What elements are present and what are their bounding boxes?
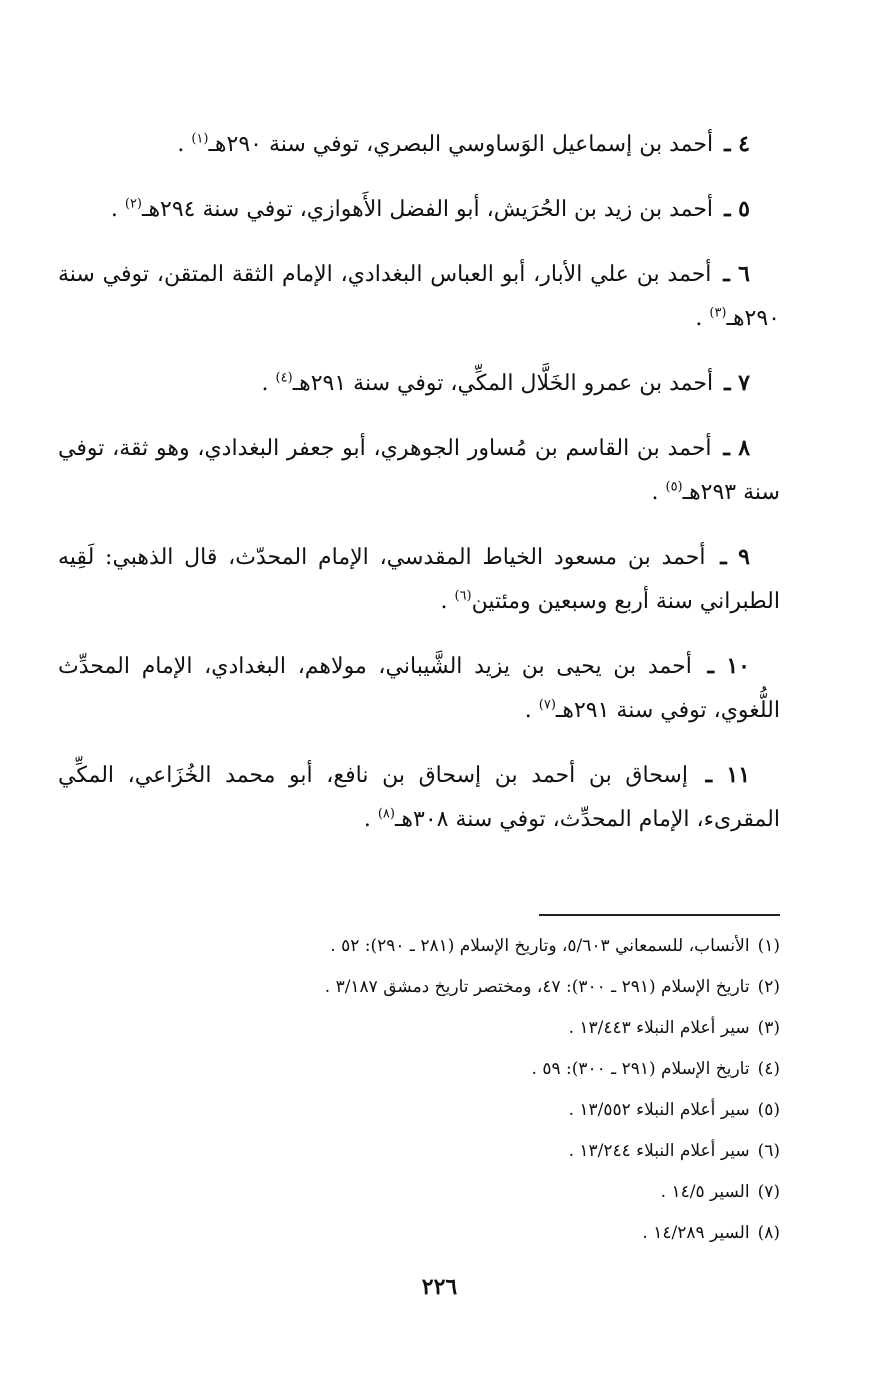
entry-body (262, 371, 780, 396)
footnote-text: السير ١٤/٥ . (660, 1182, 750, 1202)
entry-5 (58, 187, 780, 232)
footnote-text: سير أعلام النبلاء ١٣/٤٤٣ . (568, 1018, 750, 1038)
entry-number: ١٠ ـ (707, 653, 750, 679)
entry-text: إسحاق بن أحمد بن إسحاق بن نافع، أبو محمد الخُزَاعي، المكِّي المقرىء، الإمام المحدِّث، توفي سنة ٣٠٨هـ (58, 763, 780, 832)
footnote-ref[interactable]: (١) (191, 131, 209, 147)
footnotes (140, 926, 780, 1254)
entry-9 (58, 535, 780, 624)
entry-body (58, 436, 780, 505)
footnote-ref[interactable]: (٦) (454, 588, 472, 604)
footnote-text: تاريخ الإسلام (٢٩١ ـ ٣٠٠): ٥٩ . (531, 1059, 750, 1079)
biography-entries (58, 122, 780, 862)
entry-body (111, 197, 780, 222)
footnote-7 (140, 1172, 780, 1213)
footnote-1 (140, 926, 780, 967)
footnote-8 (140, 1213, 780, 1254)
footnote-text: السير ١٤/٢٨٩ . (642, 1223, 750, 1243)
footnote-ref[interactable]: (٥) (665, 479, 683, 495)
footnote-3 (140, 1008, 780, 1049)
entry-end: . (363, 807, 378, 832)
footnote-text: الأنساب، للسمعاني ٥/٦٠٣، وتاريخ الإسلام (٢٨١ ـ ٢٩٠): ٥٢ . (330, 936, 750, 956)
entry-number: ٦ ـ (723, 261, 750, 287)
entry-number: ٤ ـ (724, 131, 750, 157)
entry-end: . (110, 197, 125, 222)
entry-number: ٨ ـ (723, 435, 751, 461)
entry-6 (58, 252, 780, 341)
footnote-ref[interactable]: (٤) (275, 370, 293, 386)
entry-body (58, 654, 780, 723)
entry-text: أحمد بن زيد بن الحُرَيش، أبو الفضل الأَهوازي، توفي سنة ٢٩٤هـ (142, 197, 714, 222)
entry-end: . (440, 589, 455, 614)
entry-11 (58, 753, 780, 842)
footnote-5 (140, 1090, 780, 1131)
footnote-label: (٥) (757, 1100, 780, 1120)
entry-body (58, 262, 780, 331)
entry-end: . (695, 306, 710, 331)
footnote-ref[interactable]: (٢) (124, 196, 142, 212)
entry-4 (58, 122, 780, 167)
footnote-divider (539, 914, 780, 916)
footnote-label: (٢) (757, 977, 780, 997)
entry-end: . (261, 371, 276, 396)
footnote-text: سير أعلام النبلاء ١٣/٢٤٤ . (568, 1141, 750, 1161)
footnote-ref[interactable]: (٧) (538, 697, 556, 713)
entry-number: ٩ ـ (720, 544, 750, 570)
entry-body (58, 763, 780, 832)
page-number: ٢٢٦ (421, 1274, 458, 1300)
entry-8 (58, 426, 780, 515)
footnote-label: (٣) (757, 1018, 780, 1038)
footnote-label: (٦) (757, 1141, 780, 1161)
entry-7 (58, 361, 780, 406)
entry-end: . (177, 132, 192, 157)
entry-number: ٧ ـ (724, 370, 750, 396)
entry-text: أحمد بن عمرو الخَلَّال المكِّي، توفي سنة ٢٩١هـ (292, 371, 714, 396)
entry-10 (58, 644, 780, 733)
footnote-label: (٤) (757, 1059, 780, 1079)
entry-body (58, 545, 780, 614)
entry-text: أحمد بن إسماعيل الوَساوسي البصري، توفي سنة ٢٩٠هـ (208, 132, 714, 157)
footnote-ref[interactable]: (٣) (709, 305, 727, 321)
entry-body (177, 132, 780, 157)
footnote-ref[interactable]: (٨) (377, 806, 395, 822)
footnote-text: تاريخ الإسلام (٢٩١ ـ ٣٠٠): ٤٧، ومختصر تاريخ دمشق ٣/١٨٧ . (324, 977, 750, 997)
entry-text: أحمد بن مسعود الخياط المقدسي، الإمام المحدّث، قال الذهبي: لَقِيه الطبراني سنة أربع وسبعين ومئتين (58, 545, 780, 614)
entry-number: ١١ ـ (705, 762, 751, 788)
entry-number: ٥ ـ (724, 196, 750, 222)
entry-text: أحمد بن علي الأبار، أبو العباس البغدادي، الإمام الثقة المتقن، توفي سنة ٢٩٠هـ (58, 262, 780, 331)
entry-end: . (524, 698, 539, 723)
footnote-label: (٨) (757, 1223, 780, 1243)
footnote-label: (١) (757, 936, 780, 956)
footnote-text: سير أعلام النبلاء ١٣/٥٥٢ . (568, 1100, 750, 1120)
entry-end: . (651, 480, 666, 505)
footnote-6 (140, 1131, 780, 1172)
footnote-2 (140, 967, 780, 1008)
entry-text: أحمد بن يحيى بن يزيد الشَّيباني، مولاهم، البغدادي، الإمام المحدِّث اللُّغوي، توفي سنة ٢٩١هـ (58, 654, 780, 723)
entry-text: أحمد بن القاسم بن مُساور الجوهري، أبو جعفر البغدادي، وهو ثقة، توفي سنة ٢٩٣هـ (58, 436, 780, 505)
footnote-label: (٧) (757, 1182, 780, 1202)
footnote-4 (140, 1049, 780, 1090)
